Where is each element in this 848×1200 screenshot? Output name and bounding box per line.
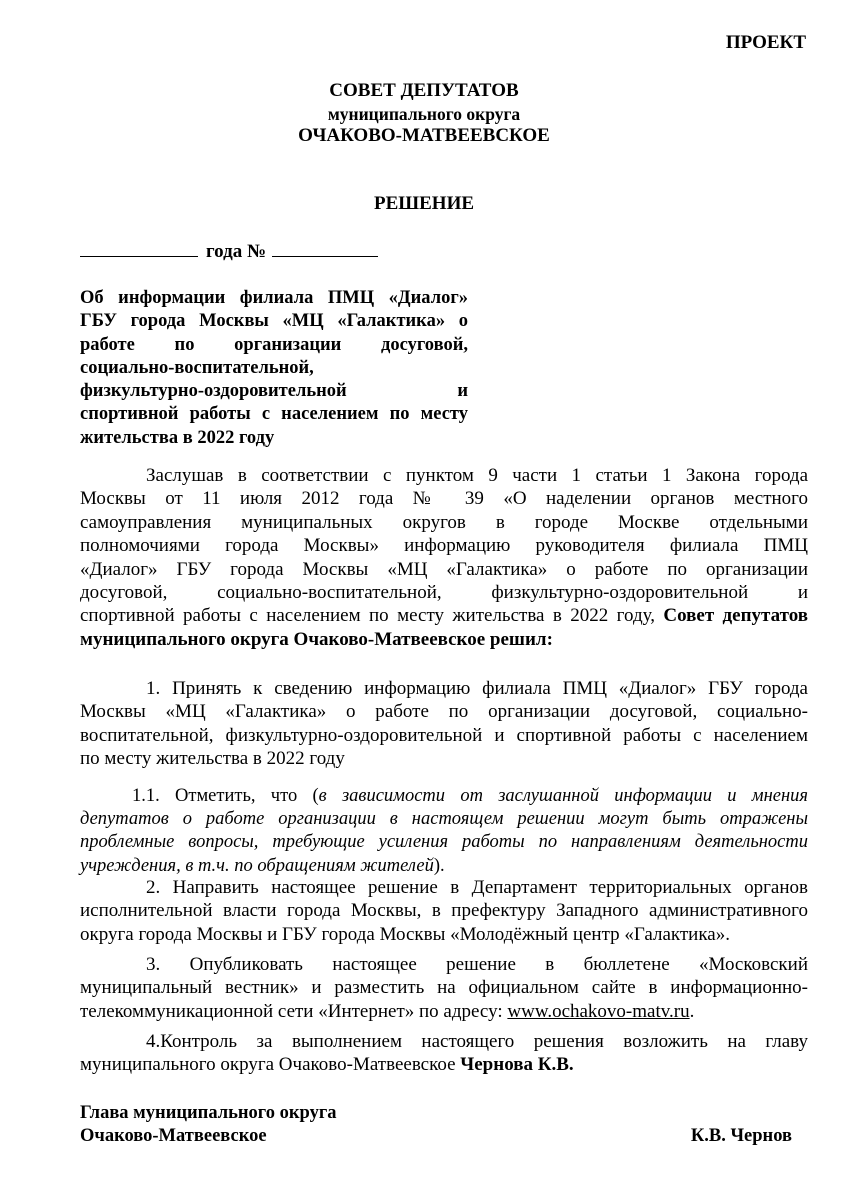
subject-line: спортивной работы с населением по месту bbox=[80, 404, 468, 425]
website-link[interactable]: www.ochakovo-matv.ru bbox=[507, 1000, 690, 1022]
item-2-paragraph bbox=[80, 876, 808, 946]
year-label: года № bbox=[206, 241, 267, 262]
item-1-1-paragraph bbox=[80, 785, 808, 878]
subject-line: физкультурно-оздоровительной и bbox=[80, 381, 468, 402]
paragraph-line: 4.Контроль за выполнением настоящего решения возложить на главу bbox=[146, 1031, 808, 1052]
paragraph-text: ). bbox=[433, 855, 445, 876]
paragraph-line bbox=[80, 604, 808, 627]
paragraph-line: 1. Принять к сведению информацию филиала ПМЦ «Диалог» ГБУ города bbox=[146, 678, 808, 699]
signatory-name: К.В. Чернов bbox=[690, 1126, 792, 1146]
signatory-title: Глава муниципального округа bbox=[80, 1103, 337, 1123]
italic-note: в зависимости от заслушанной информации и мнения bbox=[318, 786, 808, 806]
paragraph-line: 3. Опубликовать настоящее решение в бюллетене «Московский bbox=[146, 954, 808, 975]
paragraph-line: 2. Направить настоящее решение в Департамент территориальных органов bbox=[146, 877, 808, 898]
paragraph-line: Москвы от 11 июля 2012 года № 39 «О наделении органов местного bbox=[80, 488, 808, 510]
signatory-district: Очаково-Матвеевское bbox=[80, 1126, 267, 1146]
paragraph-line bbox=[80, 1000, 808, 1023]
preamble-paragraph bbox=[80, 464, 808, 651]
paragraph-line bbox=[80, 855, 808, 878]
council-title: СОВЕТ ДЕПУТАТОВ bbox=[329, 80, 519, 101]
paragraph-text: . bbox=[689, 1000, 695, 1022]
number-blank bbox=[272, 240, 378, 257]
paragraph-text: 1.1. Отметить, что ( bbox=[132, 786, 319, 806]
subject-line: социально-воспитательной, bbox=[80, 357, 314, 378]
paragraph-line: Москвы «МЦ «Галактика» о работе по организации досуговой, социально- bbox=[80, 701, 808, 723]
paragraph-line: по месту жительства в 2022 году bbox=[80, 748, 345, 770]
document-type: РЕШЕНИЕ bbox=[373, 193, 475, 214]
date-blank bbox=[80, 240, 198, 257]
paragraph-text: муниципального округа Очаково-Матвеевское bbox=[80, 1054, 461, 1076]
paragraph-line: полномочиями города Москвы» информацию руководителя филиала ПМЦ bbox=[80, 535, 808, 557]
subject-line: Об информации филиала ПМЦ «Диалог» bbox=[80, 288, 468, 308]
paragraph-line: Заслушав в соответствии с пунктом 9 части 1 статьи 1 Закона города bbox=[146, 465, 808, 486]
paragraph-line: воспитательной, физкультурно-оздоровительной и спортивной работы с населением bbox=[80, 724, 808, 746]
paragraph-line: муниципальный вестник» и разместить на официальном сайте в информационно- bbox=[80, 977, 808, 999]
date-number-line bbox=[80, 240, 378, 263]
district-name: ОЧАКОВО-МАТВЕЕВСКОЕ bbox=[298, 125, 550, 146]
paragraph-line: «Диалог» ГБУ города Москвы «МЦ «Галактика» о работе по организации bbox=[80, 558, 808, 580]
item-3-paragraph bbox=[80, 953, 808, 1023]
italic-note: учреждения, в т.ч. по обращениям жителей bbox=[80, 855, 434, 876]
subject-line: ГБУ города Москвы «МЦ «Галактика» о bbox=[80, 311, 468, 332]
council-bold: Совет депутатов bbox=[663, 605, 808, 627]
head-name-bold: Чернова К.В. bbox=[460, 1054, 574, 1076]
draft-stamp: ПРОЕКТ bbox=[725, 32, 806, 53]
decision-subject bbox=[80, 287, 468, 450]
italic-note: проблемные вопросы, требующие усиления работы по направлениям деятельности bbox=[80, 832, 808, 853]
council-subtitle: муниципального округа bbox=[327, 104, 521, 124]
item-1-paragraph bbox=[80, 677, 808, 771]
subject-line: работе по организации досуговой, bbox=[80, 334, 468, 355]
paragraph-line: округа города Москвы и ГБУ города Москвы «Молодёжный центр «Галактика». bbox=[80, 923, 730, 945]
item-4-paragraph bbox=[80, 1030, 808, 1077]
paragraph-line: самоуправления муниципальных округов в городе Москве отдельными bbox=[80, 511, 808, 533]
paragraph-line: исполнительной власти города Москвы, в префектуру Западного административного bbox=[80, 900, 808, 922]
paragraph-line: досуговой, социально-воспитательной, физкультурно-оздоровительной и bbox=[80, 582, 808, 604]
paragraph-line bbox=[80, 785, 808, 808]
paragraph-text: спортивной работы с населением по месту жительства в 2022 году, bbox=[80, 605, 655, 627]
subject-line: жительства в 2022 году bbox=[80, 427, 275, 448]
paragraph-text: телекоммуникационной сети «Интернет» по адресу: bbox=[80, 1000, 508, 1022]
italic-note: депутатов о работе организации в настоящем решении могут быть отражены bbox=[80, 809, 808, 830]
decision-line: муниципального округа Очаково-Матвеевское решил: bbox=[80, 628, 553, 650]
paragraph-line bbox=[80, 1053, 808, 1076]
